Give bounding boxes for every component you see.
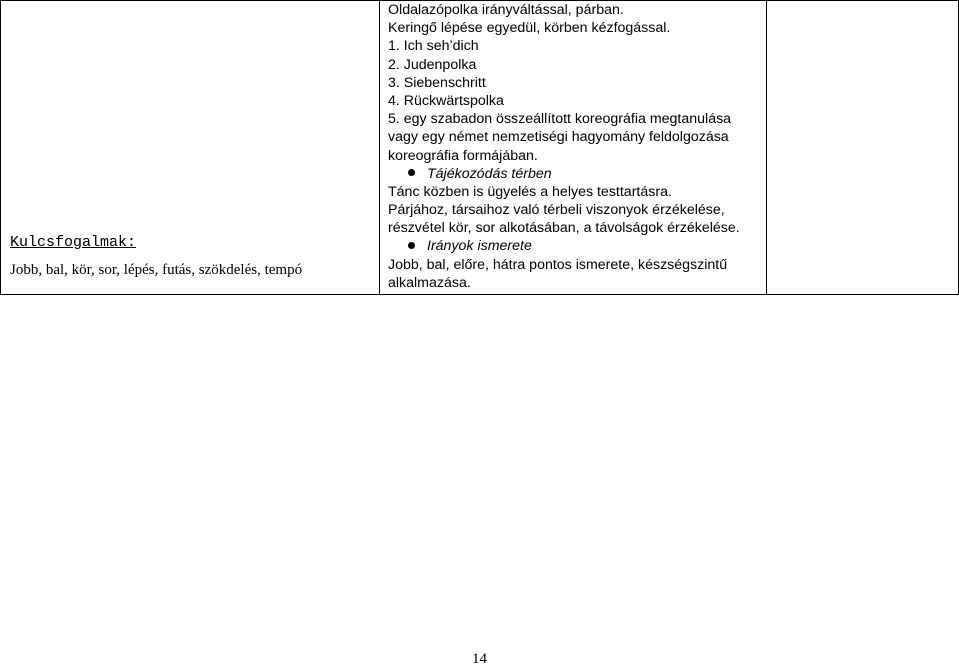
empty-cell (767, 1, 959, 294)
key-concepts-title: Kulcsfogalmak: (10, 234, 137, 251)
content-line: Tánc közben is ügyelés a helyes testtartásra. (388, 183, 672, 200)
content-line: Oldalazópolka irányváltással, párban. (388, 2, 624, 18)
bullet-heading-text: Tájékozódás térben (427, 165, 552, 182)
content-cell (380, 1, 767, 294)
content-line: 1. Ich seh’dich (388, 38, 479, 55)
bullet-heading-text: Irányok ismerete (427, 238, 532, 255)
content-line: Keringő lépése egyedül, körben kézfogással. (388, 20, 671, 37)
content-line: vagy egy német nemzetiségi hagyomány feldolgozása (388, 129, 729, 146)
content-line: koreográfia formájában. (388, 147, 538, 164)
content-line: 5. egy szabadon összeállított koreográfia megtanulása (388, 111, 732, 128)
curriculum-table (0, 0, 959, 295)
bullet-heading-orientation (388, 165, 740, 183)
content-line: alkalmazása. (388, 274, 471, 291)
content-line: részvétel kör, sor alkotásában, a távolságok érzékelése. (388, 220, 740, 237)
content-line: 2. Judenpolka (388, 56, 477, 73)
key-concepts-text: Jobb, bal, kör, sor, lépés, futás, szökdelés, tempó (10, 262, 303, 278)
key-concepts-cell (1, 1, 380, 294)
content-line: 3. Siebenschritt (388, 74, 486, 91)
content-line: Jobb, bal, előre, hátra pontos ismerete, készségszintű (388, 256, 728, 273)
bullet-icon (408, 242, 415, 249)
content-line: Párjához, társaihoz való térbeli viszonyok érzékelése, (388, 202, 725, 219)
page-number: 14 (472, 651, 487, 667)
bullet-heading-directions (388, 237, 740, 255)
bullet-icon (408, 169, 415, 176)
content-line: 4. Rückwärtspolka (388, 92, 504, 109)
content-text (388, 1, 740, 292)
